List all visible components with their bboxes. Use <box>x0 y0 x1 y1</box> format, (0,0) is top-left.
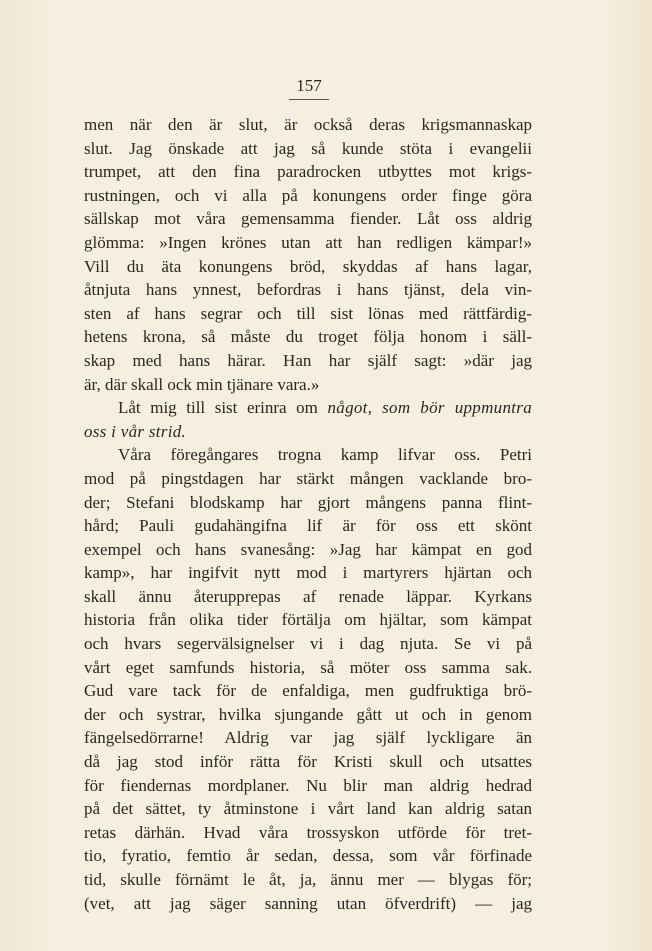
text-line: der; Stefani blodskamp har gjort mångens panna flint- <box>84 492 532 512</box>
text-line: hetens krona, så måste du troget följa honom i säll- <box>84 327 532 347</box>
text-line: skall ännu återupprepas af renade läppar. Kyrkans <box>84 586 532 606</box>
text-line: retas därhän. Hvad våra trossyskon utförde för tret- <box>84 822 532 842</box>
page-number: 157 <box>296 76 322 95</box>
text-line: kamp», har ingifvit nytt mod i martyrers hjärtan och <box>84 563 532 583</box>
text-line: (vet, att jag säger sanning utan öfverdrift) — jag <box>84 893 532 913</box>
text-line: men när den är slut, är också deras krigsmannaskap <box>84 115 532 134</box>
text-line: slut. Jag önskade att jag så kunde stöta i evangelii <box>84 138 532 158</box>
text-line: vårt eget samfunds historia, så möter oss samma sak. <box>84 657 532 677</box>
text-line: der och systrar, hvilka sjungande gått ut och in genom <box>84 704 532 724</box>
text-run: Låt mig till sist erinra om <box>118 398 328 418</box>
text-line: Vill du äta konungens bröd, skyddas af hans lagar, <box>84 256 532 276</box>
text-line: sällskap mot våra gemensamma fiender. Låt oss aldrig <box>84 209 532 229</box>
text-line: fängelsedörrarne! Aldrig var jag själf lyckligare än <box>84 728 532 748</box>
text-line <box>84 420 532 444</box>
italic-run: oss i vår strid. <box>84 421 187 441</box>
text-line: glömma: »Ingen krönes utan att han redligen kämpar!» <box>84 232 532 252</box>
text-line: trumpet, att den fina paradrocken utbyttes mot krigs- <box>84 162 532 182</box>
text-line: hård; Pauli gudahängifna lif är för oss ett skönt <box>84 516 532 536</box>
body-text <box>84 113 532 915</box>
text-line: för fiendernas mordplaner. Nu blir man aldrig hedrad <box>84 775 532 795</box>
text-line: tio, fyratio, femtio år sedan, dessa, som vår förfinade <box>84 846 532 866</box>
text-line: då jag stod inför rätta för Kristi skull och utsattes <box>84 752 532 772</box>
page-number-rule <box>289 99 329 100</box>
text-line: exempel och hans svanesång: »Jag har kämpat en god <box>84 539 532 559</box>
text-line: Våra föregångares trogna kamp lifvar oss. Petri <box>118 445 532 465</box>
text-line: historia från olika tider förtälja om hjältar, som kämpat <box>84 610 532 630</box>
text-line: på det sättet, ty åtminstone i vårt land kan aldrig satan <box>84 799 532 819</box>
text-line: mod på pingstdagen har stärkt mången vacklande bro- <box>84 468 532 488</box>
text-line: Gud vare tack för de enfaldiga, men gudfruktiga brö- <box>84 681 532 701</box>
text-line: och hvars segervälsignelser vi i dag njuta. Se vi på <box>84 634 532 654</box>
text-line: tid, skulle förnämt le åt, ja, ännu mer — blygas för; <box>84 870 532 889</box>
text-line: är, där skall ock min tjänare vara.» <box>84 374 320 394</box>
text-line: rustningen, och vi alla på konungens order finge göra <box>84 185 532 205</box>
text-line: skap med hans härar. Han har själf sagt: »där jag <box>84 350 532 370</box>
italic-run: något, som bör uppmuntra <box>327 398 533 418</box>
text-line: åtnjuta hans ynnest, befordras i hans tjänst, dela vin- <box>84 280 532 300</box>
text-line: sten af hans segrar och till sist lönas med rättfärdig- <box>84 303 532 323</box>
text-line <box>84 396 532 420</box>
